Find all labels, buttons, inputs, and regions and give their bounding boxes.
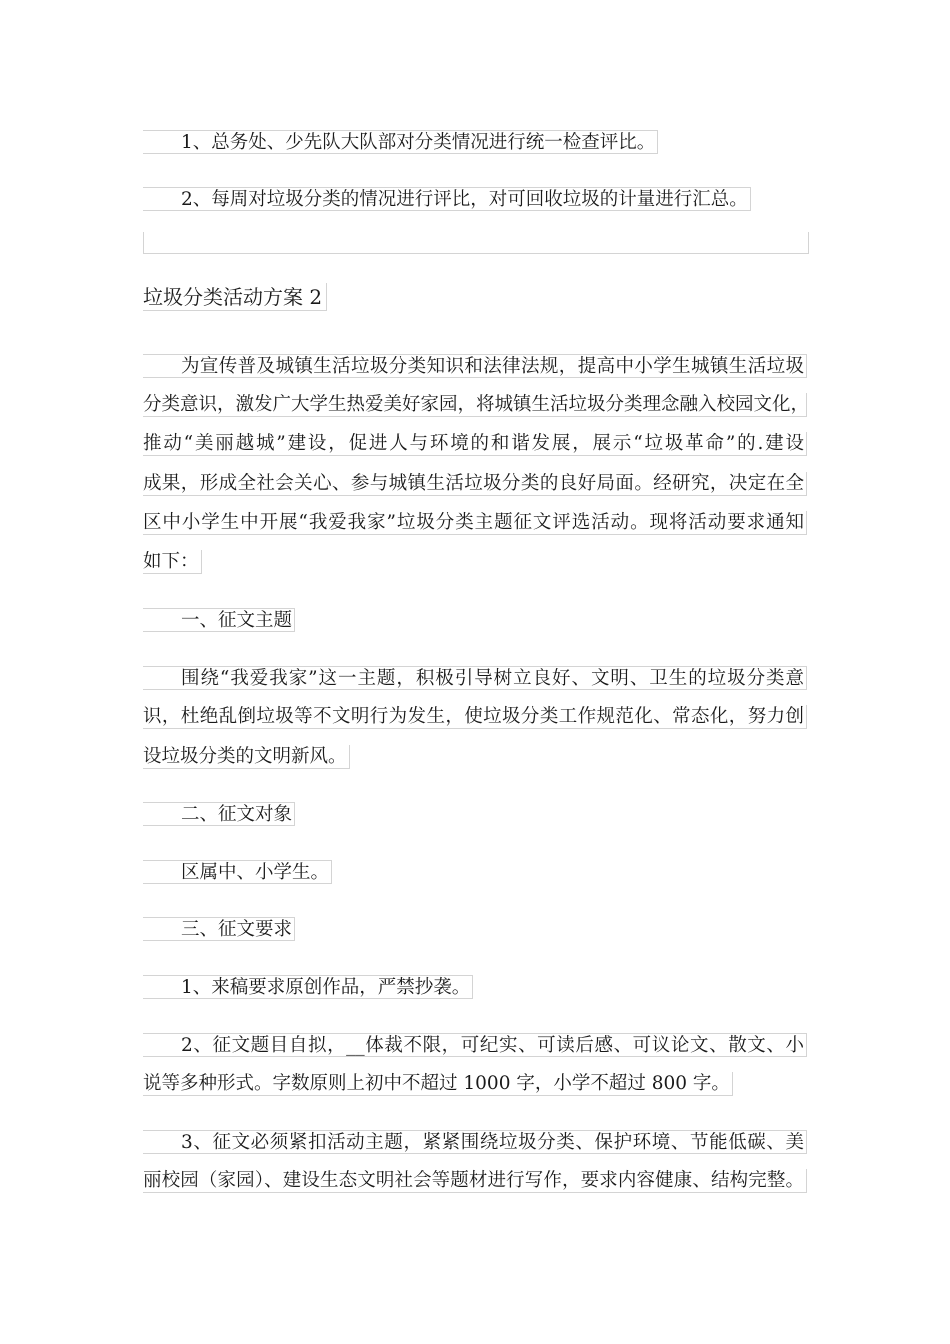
- theme-heading: 一、征文主题: [143, 608, 295, 632]
- intro-line-1: 为宣传普及城镇生活垃圾分类知识和法律法规，提高中小学生城镇生活垃圾: [143, 354, 807, 378]
- section-title: 垃圾分类活动方案 2: [143, 283, 327, 311]
- intro-line-6: 如下：: [143, 550, 202, 574]
- requirements-heading: 三、征文要求: [143, 917, 295, 941]
- intro-line-5: 区中小学生中开展“我爱我家”垃圾分类主题征文评选活动。现将活动要求通知: [143, 511, 807, 535]
- requirement-3-line-1: 3、征文必须紧扣活动主题，紧紧围绕垃圾分类、保护环境、节能低碳、美: [143, 1130, 807, 1154]
- target-heading: 二、征文对象: [143, 802, 295, 826]
- target-text: 区属中、小学生。: [143, 860, 332, 884]
- requirement-3-line-2: 丽校园（家园）、建设生态文明社会等题材进行写作，要求内容健康、结构完整。: [143, 1169, 807, 1193]
- intro-line-2: 分类意识，激发广大学生热爱美好家园，将城镇生活垃圾分类理念融入校园文化，: [143, 394, 810, 415]
- intro-line-3: 推动“美丽越城”建设，促进人与环境的和谐发展，展示“垃圾革命”的.建设: [143, 432, 807, 456]
- blank-row: [143, 232, 809, 254]
- theme-line-2: 识，杜绝乱倒垃圾等不文明行为发生，使垃圾分类工作规范化、常态化，努力创: [143, 705, 807, 729]
- check-item-2: 2、每周对垃圾分类的情况进行评比，对可回收垃圾的计量进行汇总。: [143, 187, 751, 211]
- requirement-2-line-2: 说等多种形式。字数原则上初中不超过 1000 字，小学不超过 800 字。: [143, 1072, 733, 1096]
- theme-line-1: 围绕“我爱我家”这一主题，积极引导树立良好、文明、卫生的垃圾分类意: [143, 666, 807, 690]
- requirement-2-line-1: 2、征文题目自拟，__体裁不限，可纪实、可读后感、可议论文、散文、小: [143, 1033, 807, 1057]
- requirement-1: 1、来稿要求原创作品，严禁抄袭。: [143, 975, 473, 999]
- intro-line-4: 成果，形成全社会关心、参与城镇生活垃圾分类的良好局面。经研究，决定在全: [143, 472, 807, 496]
- theme-line-3: 设垃圾分类的文明新风。: [143, 745, 350, 769]
- check-item-1: 1、总务处、少先队大队部对分类情况进行统一检查评比。: [143, 130, 658, 154]
